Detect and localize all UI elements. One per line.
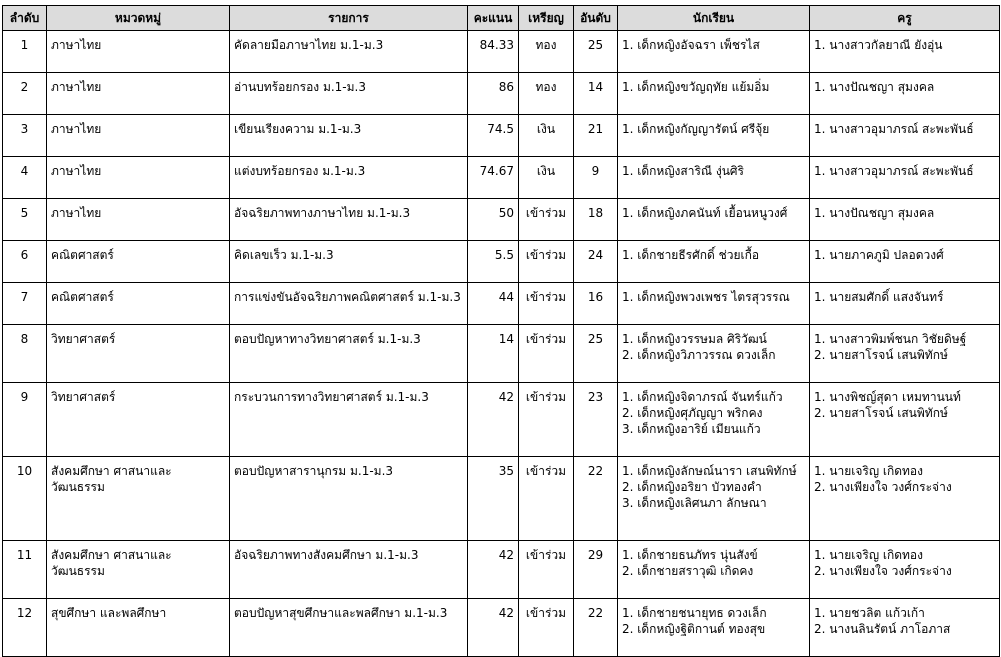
row-score: 42 <box>468 383 519 457</box>
row-score: 74.5 <box>468 115 519 157</box>
row-number: 2 <box>3 73 47 115</box>
header-rank: อันดับ <box>574 6 618 31</box>
row-item: ตอบปัญหาสารานุกรม ม.1-ม.3 <box>230 457 468 541</box>
row-number: 11 <box>3 541 47 599</box>
teacher-name: 1. นายเจริญ เกิดทอง <box>814 548 923 562</box>
row-number: 8 <box>3 325 47 383</box>
header-medal: เหรียญ <box>519 6 574 31</box>
table-row <box>3 325 1000 383</box>
student-name: 1. เด็กหญิงลักษณ์นารา เสนพิทักษ์ <box>622 464 797 478</box>
teacher-name: 1. นายสมศักดิ์ แสงจันทร์ <box>814 290 944 304</box>
student-name: 1. เด็กหญิงวรรษมล ศิริวัฒน์ <box>622 332 767 346</box>
row-teachers <box>810 31 1000 73</box>
teacher-name: 1. นางปัณชญา สุมงคล <box>814 206 935 220</box>
table-row <box>3 157 1000 199</box>
teacher-name: 1. นางพิชญ์สุดา เหมทานนท์ <box>814 390 961 404</box>
student-name: 1. เด็กหญิงอัจฉรา เพ็ชรไส <box>622 38 760 52</box>
row-item: อัจฉริยภาพทางภาษาไทย ม.1-ม.3 <box>230 199 468 241</box>
row-category: คณิตศาสตร์ <box>47 283 230 325</box>
row-teachers <box>810 157 1000 199</box>
row-medal: เงิน <box>519 157 574 199</box>
row-teachers <box>810 457 1000 541</box>
student-name: 1. เด็กหญิงจิดาภรณ์ จันทร์แก้ว <box>622 390 783 404</box>
row-rank: 9 <box>574 157 618 199</box>
table-row <box>3 241 1000 283</box>
teacher-name: 1. นางสาวกัลยาณี ยังอุ่น <box>814 38 943 52</box>
table-row <box>3 457 1000 541</box>
row-rank: 23 <box>574 383 618 457</box>
row-rank: 29 <box>574 541 618 599</box>
student-name: 3. เด็กหญิงเลิศนภา ลักษณา <box>622 496 767 510</box>
table-header-row <box>3 6 1000 31</box>
row-category: ภาษาไทย <box>47 31 230 73</box>
table-row <box>3 599 1000 657</box>
table-row <box>3 541 1000 599</box>
row-item: คัดลายมือภาษาไทย ม.1-ม.3 <box>230 31 468 73</box>
table-row <box>3 115 1000 157</box>
student-name: 1. เด็กชายธีรศักดิ์ ช่วยเกื้อ <box>622 248 760 262</box>
row-teachers <box>810 325 1000 383</box>
row-category: วิทยาศาสตร์ <box>47 325 230 383</box>
row-medal: เข้าร่วม <box>519 383 574 457</box>
row-score: 74.67 <box>468 157 519 199</box>
row-item: คิดเลขเร็ว ม.1-ม.3 <box>230 241 468 283</box>
row-category: สุขศึกษา และพลศึกษา <box>47 599 230 657</box>
teacher-name: 1. นายชวลิต แก้วเก้า <box>814 606 925 620</box>
row-score: 84.33 <box>468 31 519 73</box>
results-table <box>2 5 1000 657</box>
teacher-name: 2. นายสาโรจน์ เสนพิทักษ์ <box>814 406 948 420</box>
row-number: 6 <box>3 241 47 283</box>
student-name: 1. เด็กหญิงภคนันท์ เยื้อนหนูวงศ์ <box>622 206 788 220</box>
row-item: การแข่งขันอัจฉริยภาพคณิตศาสตร์ ม.1-ม.3 <box>230 283 468 325</box>
row-teachers <box>810 199 1000 241</box>
row-rank: 24 <box>574 241 618 283</box>
row-category: สังคมศึกษา ศาสนาและวัฒนธรรม <box>47 541 230 599</box>
row-number: 4 <box>3 157 47 199</box>
row-category: วิทยาศาสตร์ <box>47 383 230 457</box>
row-score: 86 <box>468 73 519 115</box>
teacher-name: 1. นางปัณชญา สุมงคล <box>814 80 935 94</box>
header-number: ลำดับ <box>3 6 47 31</box>
table-row <box>3 383 1000 457</box>
row-students <box>618 157 810 199</box>
row-item: กระบวนการทางวิทยาศาสตร์ ม.1-ม.3 <box>230 383 468 457</box>
row-students <box>618 599 810 657</box>
row-teachers <box>810 241 1000 283</box>
row-students <box>618 241 810 283</box>
header-item: รายการ <box>230 6 468 31</box>
row-item: เขียนเรียงความ ม.1-ม.3 <box>230 115 468 157</box>
row-item: แต่งบทร้อยกรอง ม.1-ม.3 <box>230 157 468 199</box>
table-row <box>3 199 1000 241</box>
table-row <box>3 283 1000 325</box>
row-teachers <box>810 599 1000 657</box>
student-name: 1. เด็กชายชนายุทธ ดวงเล็ก <box>622 606 767 620</box>
teacher-name: 1. นางสาวอุมาภรณ์ สะพะพันธ์ <box>814 122 974 136</box>
row-category: คณิตศาสตร์ <box>47 241 230 283</box>
row-students <box>618 383 810 457</box>
student-name: 2. เด็กหญิงวิภาวรรณ ดวงเล็ก <box>622 348 776 362</box>
row-medal: ทอง <box>519 31 574 73</box>
teacher-name: 1. นายภาคภูมิ ปลอดวงศ์ <box>814 248 944 262</box>
row-category: ภาษาไทย <box>47 157 230 199</box>
row-medal: เข้าร่วม <box>519 199 574 241</box>
row-medal: เข้าร่วม <box>519 325 574 383</box>
row-teachers <box>810 73 1000 115</box>
row-number: 10 <box>3 457 47 541</box>
row-category: ภาษาไทย <box>47 73 230 115</box>
row-rank: 14 <box>574 73 618 115</box>
row-teachers <box>810 541 1000 599</box>
row-score: 42 <box>468 541 519 599</box>
row-teachers <box>810 283 1000 325</box>
table-row <box>3 73 1000 115</box>
row-rank: 16 <box>574 283 618 325</box>
row-category: ภาษาไทย <box>47 199 230 241</box>
row-number: 5 <box>3 199 47 241</box>
header-score: คะแนน <box>468 6 519 31</box>
teacher-name: 1. นางสาวอุมาภรณ์ สะพะพันธ์ <box>814 164 974 178</box>
row-medal: เข้าร่วม <box>519 599 574 657</box>
header-category: หมวดหมู่ <box>47 6 230 31</box>
row-rank: 22 <box>574 599 618 657</box>
row-item: อัจฉริยภาพทางสังคมศึกษา ม.1-ม.3 <box>230 541 468 599</box>
row-rank: 21 <box>574 115 618 157</box>
row-medal: เข้าร่วม <box>519 283 574 325</box>
teacher-name: 1. นางสาวพิมพ์ชนก วิชัยดิษฐ์ <box>814 332 967 346</box>
row-score: 14 <box>468 325 519 383</box>
row-rank: 25 <box>574 31 618 73</box>
row-number: 1 <box>3 31 47 73</box>
row-medal: เข้าร่วม <box>519 241 574 283</box>
teacher-name: 2. นายสาโรจน์ เสนพิทักษ์ <box>814 348 948 362</box>
row-teachers <box>810 383 1000 457</box>
row-students <box>618 115 810 157</box>
student-name: 1. เด็กชายธนภัทร นุ่นสังข์ <box>622 548 758 562</box>
student-name: 2. เด็กชายสราวุฒิ เกิดคง <box>622 564 754 578</box>
table-row <box>3 31 1000 73</box>
row-number: 9 <box>3 383 47 457</box>
row-students <box>618 73 810 115</box>
row-medal: ทอง <box>519 73 574 115</box>
row-medal: เงิน <box>519 115 574 157</box>
row-students <box>618 31 810 73</box>
row-number: 3 <box>3 115 47 157</box>
row-number: 7 <box>3 283 47 325</box>
row-category: สังคมศึกษา ศาสนาและวัฒนธรรม <box>47 457 230 541</box>
row-number: 12 <box>3 599 47 657</box>
teacher-name: 2. นางนลินรัตน์ ภาโอภาส <box>814 622 951 636</box>
student-name: 3. เด็กหญิงอาริย์ เมียนแก้ว <box>622 422 761 436</box>
row-item: ตอบปัญหาทางวิทยาศาสตร์ ม.1-ม.3 <box>230 325 468 383</box>
header-teachers: ครู <box>810 6 1000 31</box>
student-name: 2. เด็กหญิงอริยา บัวทองคำ <box>622 480 762 494</box>
teacher-name: 1. นายเจริญ เกิดทอง <box>814 464 923 478</box>
row-score: 50 <box>468 199 519 241</box>
row-score: 35 <box>468 457 519 541</box>
student-name: 2. เด็กหญิงฐิติกานต์ ทองสุข <box>622 622 766 636</box>
row-rank: 25 <box>574 325 618 383</box>
row-students <box>618 325 810 383</box>
header-students: นักเรียน <box>618 6 810 31</box>
row-item: อ่านบทร้อยกรอง ม.1-ม.3 <box>230 73 468 115</box>
row-teachers <box>810 115 1000 157</box>
row-students <box>618 283 810 325</box>
row-score: 42 <box>468 599 519 657</box>
row-item: ตอบปัญหาสุขศึกษาและพลศึกษา ม.1-ม.3 <box>230 599 468 657</box>
teacher-name: 2. นางเพียงใจ วงศ์กระจ่าง <box>814 480 952 494</box>
student-name: 1. เด็กหญิงกัญญารัตน์ ศรีจุ้ย <box>622 122 770 136</box>
row-medal: เข้าร่วม <box>519 541 574 599</box>
row-rank: 18 <box>574 199 618 241</box>
row-students <box>618 457 810 541</box>
row-score: 5.5 <box>468 241 519 283</box>
student-name: 2. เด็กหญิงศุภัญญา พริกคง <box>622 406 763 420</box>
teacher-name: 2. นางเพียงใจ วงศ์กระจ่าง <box>814 564 952 578</box>
row-category: ภาษาไทย <box>47 115 230 157</box>
student-name: 1. เด็กหญิงพวงเพชร ไตรสุวรรณ <box>622 290 790 304</box>
row-medal: เข้าร่วม <box>519 457 574 541</box>
row-score: 44 <box>468 283 519 325</box>
row-students <box>618 541 810 599</box>
student-name: 1. เด็กหญิงสาริณี งุ่นศิริ <box>622 164 744 178</box>
row-rank: 22 <box>574 457 618 541</box>
row-students <box>618 199 810 241</box>
student-name: 1. เด็กหญิงขวัญฤทัย แย้มอิ่ม <box>622 80 770 94</box>
